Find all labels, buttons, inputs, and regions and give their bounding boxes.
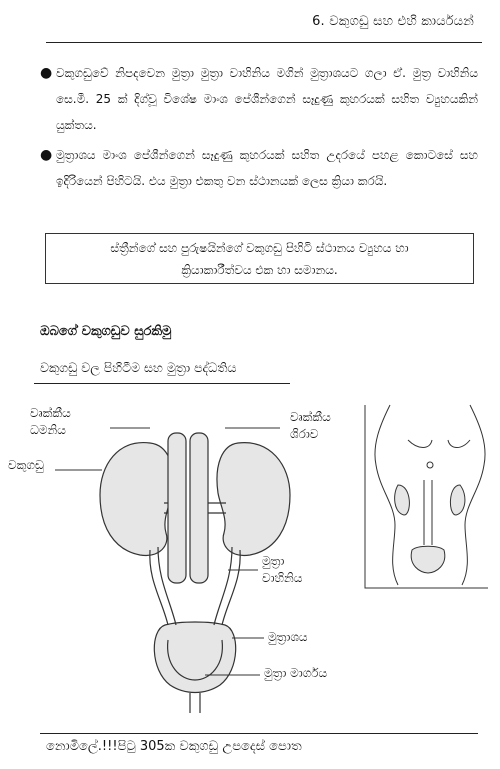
kidney-label: වකුගඩු [8,458,44,472]
bullet-dot-icon: ● [40,65,53,81]
footer-text: නොමිලේ.!!!පිටු 305ක වකුගඩු උපදෙස් පොත [46,739,302,754]
renal-vein-label: වෘක්කීය ශිරාව [290,410,331,441]
note-line: ක්‍රියාකාරීත්වය එක හා සමානය. [181,263,338,277]
subtitle-underline [34,383,290,384]
bullet-list [40,60,478,198]
ureter-label: මුත්‍රා වාහිනිය [262,554,303,585]
bullet-text: මුත්‍රාශය මාංශ පේශීන්ගෙන් සෑදුණු කුහරයක් සහිත උදරයේ පහළ කොටසේ සහ ඉදිරියෙන් පිහිටයි. එය මුත්‍රා එකතු වන ස්ථානයක් ලෙස ක්‍රියා කරයි. [56,148,478,188]
bullet-item [40,60,478,138]
renal-artery-label: වෘක්කීය ධමනිය [30,406,71,437]
urinary-system-diagram [0,395,500,725]
note-line: ස්ත්‍රීන්ගේ සහ පුරුෂයින්ගේ වකුගඩු පිහිටි ස්ථානය ව්‍යුහය හා [110,241,409,255]
bullet-dot-icon: ● [40,147,53,163]
section-subtitle: වකුගඩු වල පිහිටීම සහ මුත්‍රා පද්ධතිය [40,360,237,375]
chapter-header: 6. වකුගඩු සහ එහි කාර්යයන් [312,14,474,29]
bullet-text: වකුගඩුවේ නිපදවෙන මුත්‍රා මුත්‍රා වාහිනිය මගින් මුත්‍රාශයට ගලා ඒ. මුත්‍ර වාහිනිය සෙ.මී. 25 ක් දිග්වූ විශේෂ මාංශ පේශීන්ගෙන් සෑදුණු කුහරයක් සහිත ව්‍යුහයකින් යුක්තය. [56,66,478,132]
urinary-system-illustration [0,395,500,725]
header-divider [46,42,482,43]
bladder-label: මුත්‍රාශය [268,630,308,644]
footer-divider [40,733,478,734]
bullet-item [40,142,478,194]
urethra-label: මුත්‍රා මාර්ගය [264,666,328,680]
note-box [45,233,474,284]
section-title: ඔබගේ වකුගඩුව සුරකිමු [40,324,172,339]
